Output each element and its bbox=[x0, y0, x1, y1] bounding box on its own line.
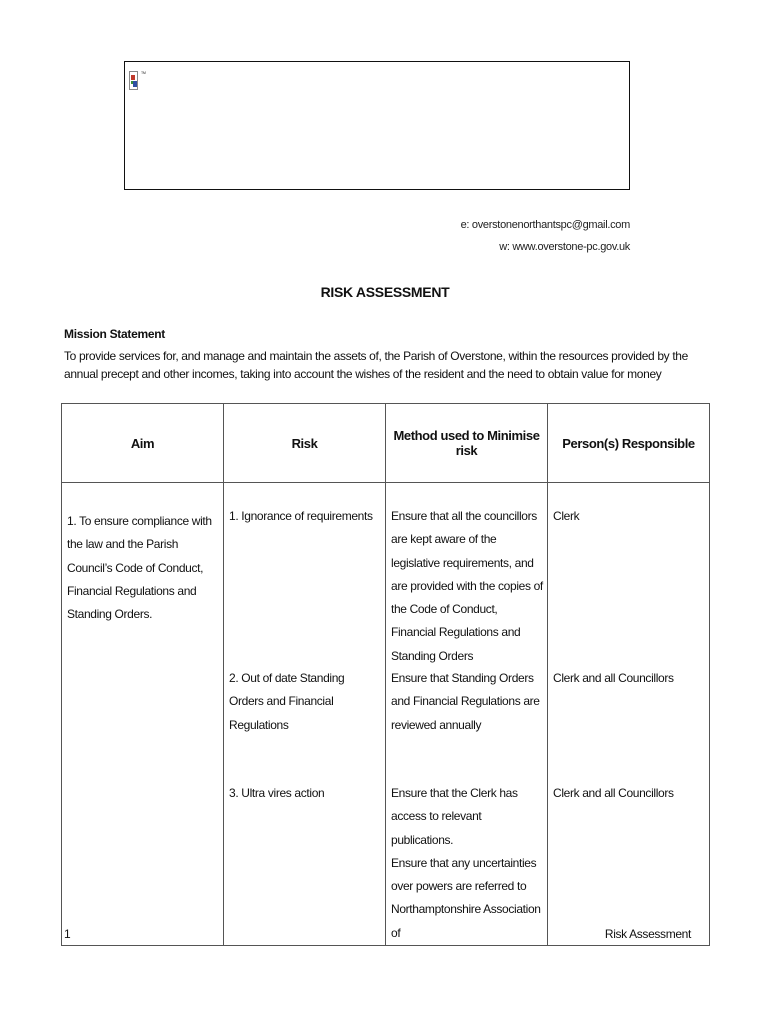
letterhead-box bbox=[124, 61, 630, 190]
method-item: Ensure that all the councillors are kept aware of the legislative requirements, and are provided with the copies of the Code of Conduct, Financial Regulations and Standing Orders bbox=[391, 509, 543, 663]
contact-website[interactable]: w: www.overstone-pc.gov.uk bbox=[499, 241, 630, 253]
aim-cell bbox=[62, 483, 224, 946]
header-method: Method used to Minimise risk bbox=[386, 404, 548, 483]
mission-heading: Mission Statement bbox=[64, 327, 165, 341]
mission-text: To provide services for, and manage and maintain the assets of, the Parish of Overstone, within the resources provided by the annual precept and other incomes, taking into account the wishes of the resident and the need to obtain value for money bbox=[64, 349, 688, 381]
risk-item: 3. Ultra vires action bbox=[229, 786, 325, 800]
risk-item: 2. Out of date Standing Orders and Financial Regulations bbox=[229, 671, 345, 732]
responsible-cell bbox=[548, 483, 710, 946]
aim-text: 1. To ensure compliance with the law and the Parish Council’s Code of Conduct, Financial Regulations and Standing Orders. bbox=[67, 514, 212, 622]
risk-cell bbox=[224, 483, 386, 946]
header-responsible: Person(s) Responsible bbox=[548, 404, 710, 483]
risk-item: 1. Ignorance of requirements bbox=[229, 509, 373, 523]
header-risk: Risk bbox=[224, 404, 386, 483]
method-cell bbox=[386, 483, 548, 946]
method-item: Ensure that Standing Orders and Financial Regulations are reviewed annually bbox=[391, 671, 540, 732]
table-header-row bbox=[62, 404, 710, 483]
broken-image-icon bbox=[129, 71, 138, 90]
method-line: Ensure that the Clerk has access to relevant publications. bbox=[391, 786, 518, 847]
logo-tag: ᵀᴹ bbox=[141, 71, 146, 77]
responsible-item: Clerk and all Councillors bbox=[553, 671, 674, 685]
contact-email[interactable]: e: overstonenorthantspc@gmail.com bbox=[460, 219, 630, 231]
risk-table bbox=[61, 403, 710, 946]
page-number: 1 bbox=[64, 927, 71, 941]
responsible-item: Clerk and all Councillors bbox=[553, 786, 674, 800]
footer-label: Risk Assessment bbox=[604, 927, 691, 941]
header-aim: Aim bbox=[62, 404, 224, 483]
method-line: Ensure that any uncertainties over powers are referred to Northamptonshire Association of bbox=[391, 855, 541, 940]
page-title: RISK ASSESSMENT bbox=[320, 284, 450, 300]
method-item bbox=[391, 782, 543, 945]
table-row bbox=[62, 483, 710, 946]
responsible-item: Clerk bbox=[553, 509, 580, 523]
